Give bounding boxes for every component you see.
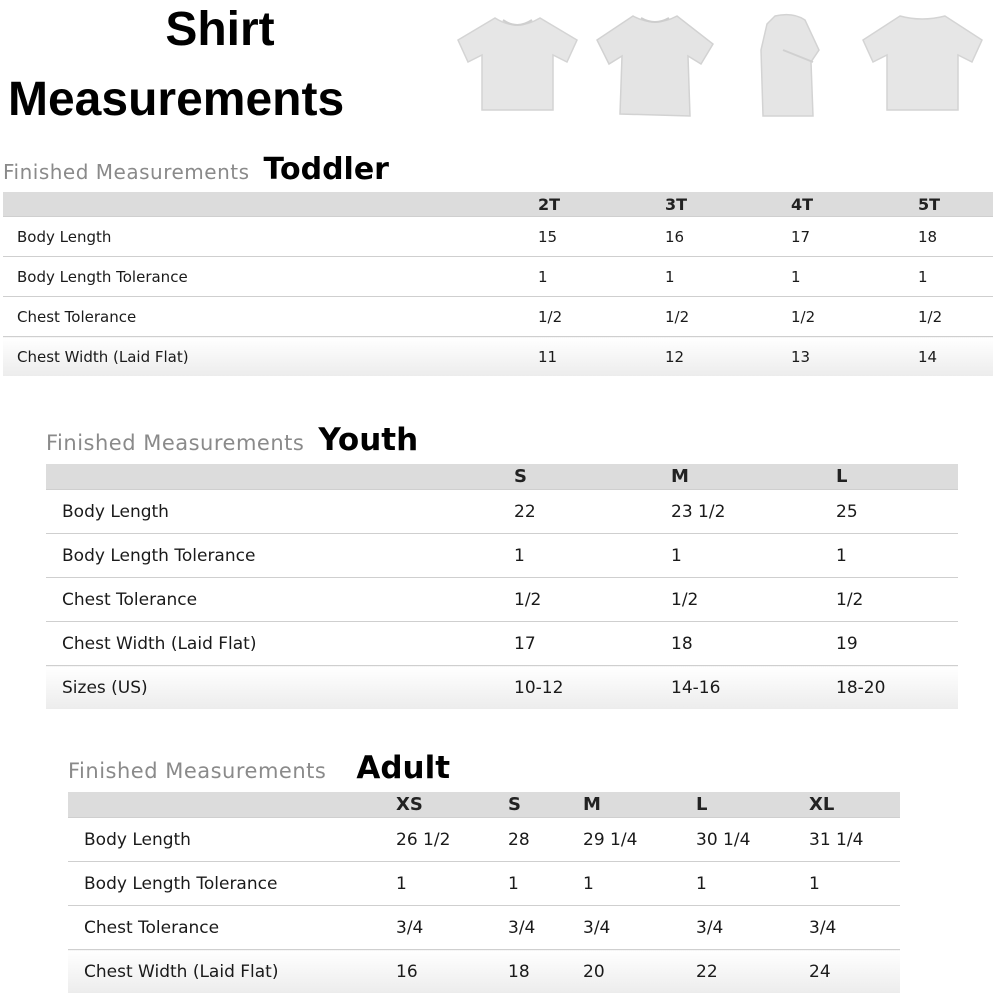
toddler-table (3, 192, 993, 376)
cell: 11 (538, 337, 665, 377)
shirt-front-icon (455, 10, 580, 115)
row-label: Chest Tolerance (3, 297, 538, 337)
cell: 18 (918, 217, 993, 257)
cell: 3/4 (809, 906, 900, 950)
cell: 1/2 (836, 578, 958, 622)
table-row (46, 578, 958, 622)
cell: 1 (671, 534, 836, 578)
column-header: L (696, 792, 809, 818)
cell: 1 (396, 862, 508, 906)
cell: 1/2 (791, 297, 918, 337)
cell: 1/2 (665, 297, 791, 337)
cell: 18 (508, 950, 583, 994)
table-row (46, 666, 958, 710)
row-label: Chest Tolerance (46, 578, 514, 622)
adult-heading (68, 750, 450, 786)
column-header: S (508, 792, 583, 818)
youth-heading (46, 422, 418, 458)
cell: 29 1/4 (583, 818, 696, 862)
cell: 1/2 (514, 578, 671, 622)
adult-table (68, 792, 900, 993)
toddler-prefix: Finished Measurements (3, 160, 250, 184)
cell: 1 (918, 257, 993, 297)
table-row (3, 217, 993, 257)
row-label: Body Length Tolerance (3, 257, 538, 297)
cell: 1/2 (671, 578, 836, 622)
adult-prefix: Finished Measurements (68, 759, 327, 783)
table-header-row (3, 192, 993, 217)
cell: 3/4 (508, 906, 583, 950)
row-label: Body Length (46, 490, 514, 534)
cell: 1 (696, 862, 809, 906)
page-title (0, 3, 440, 126)
cell: 20 (583, 950, 696, 994)
row-label: Sizes (US) (46, 666, 514, 710)
title-line-2: Measurements (8, 73, 345, 126)
cell: 15 (538, 217, 665, 257)
column-header: L (836, 464, 958, 490)
shirt-back-icon (860, 10, 985, 115)
cell: 14-16 (671, 666, 836, 710)
shirt-front-alt-icon (595, 10, 715, 120)
column-header (68, 792, 396, 818)
cell: 22 (514, 490, 671, 534)
cell: 1 (583, 862, 696, 906)
cell: 31 1/4 (809, 818, 900, 862)
row-label: Chest Width (Laid Flat) (46, 622, 514, 666)
column-header (3, 192, 538, 217)
column-header: S (514, 464, 671, 490)
shirt-images (455, 10, 995, 120)
column-header: 3T (665, 192, 791, 217)
table-row (3, 337, 993, 377)
cell: 24 (809, 950, 900, 994)
cell: 3/4 (396, 906, 508, 950)
youth-prefix: Finished Measurements (46, 431, 305, 455)
cell: 1 (791, 257, 918, 297)
row-label: Body Length Tolerance (68, 862, 396, 906)
cell: 16 (665, 217, 791, 257)
row-label: Chest Width (Laid Flat) (68, 950, 396, 994)
row-label: Chest Tolerance (68, 906, 396, 950)
shirt-side-icon (753, 10, 823, 120)
cell: 16 (396, 950, 508, 994)
table-row (68, 906, 900, 950)
youth-category: Youth (318, 422, 419, 458)
title-line-1: Shirt (165, 3, 275, 56)
cell: 1 (665, 257, 791, 297)
column-header: XL (809, 792, 900, 818)
column-header: 4T (791, 192, 918, 217)
column-header (46, 464, 514, 490)
toddler-heading (3, 152, 389, 187)
cell: 26 1/2 (396, 818, 508, 862)
cell: 22 (696, 950, 809, 994)
column-header: 2T (538, 192, 665, 217)
cell: 17 (514, 622, 671, 666)
cell: 1/2 (918, 297, 993, 337)
table-row (46, 622, 958, 666)
cell: 1 (508, 862, 583, 906)
table-row (3, 297, 993, 337)
table-row (46, 490, 958, 534)
cell: 19 (836, 622, 958, 666)
cell: 3/4 (696, 906, 809, 950)
cell: 28 (508, 818, 583, 862)
cell: 30 1/4 (696, 818, 809, 862)
cell: 17 (791, 217, 918, 257)
table-header-row (46, 464, 958, 490)
row-label: Body Length Tolerance (46, 534, 514, 578)
table-row (46, 534, 958, 578)
cell: 1/2 (538, 297, 665, 337)
row-label: Body Length (68, 818, 396, 862)
row-label: Body Length (3, 217, 538, 257)
cell: 18-20 (836, 666, 958, 710)
cell: 25 (836, 490, 958, 534)
column-header: 5T (918, 192, 993, 217)
youth-table (46, 464, 958, 709)
cell: 12 (665, 337, 791, 377)
row-label: Chest Width (Laid Flat) (3, 337, 538, 377)
cell: 23 1/2 (671, 490, 836, 534)
cell: 1 (538, 257, 665, 297)
column-header: XS (396, 792, 508, 818)
column-header: M (671, 464, 836, 490)
cell: 18 (671, 622, 836, 666)
table-row (68, 862, 900, 906)
cell: 1 (836, 534, 958, 578)
cell: 1 (809, 862, 900, 906)
cell: 1 (514, 534, 671, 578)
table-row (68, 950, 900, 994)
table-row (68, 818, 900, 862)
adult-category: Adult (356, 750, 451, 786)
table-row (3, 257, 993, 297)
column-header: M (583, 792, 696, 818)
table-header-row (68, 792, 900, 818)
toddler-category: Toddler (263, 152, 389, 187)
cell: 13 (791, 337, 918, 377)
cell: 14 (918, 337, 993, 377)
cell: 10-12 (514, 666, 671, 710)
cell: 3/4 (583, 906, 696, 950)
